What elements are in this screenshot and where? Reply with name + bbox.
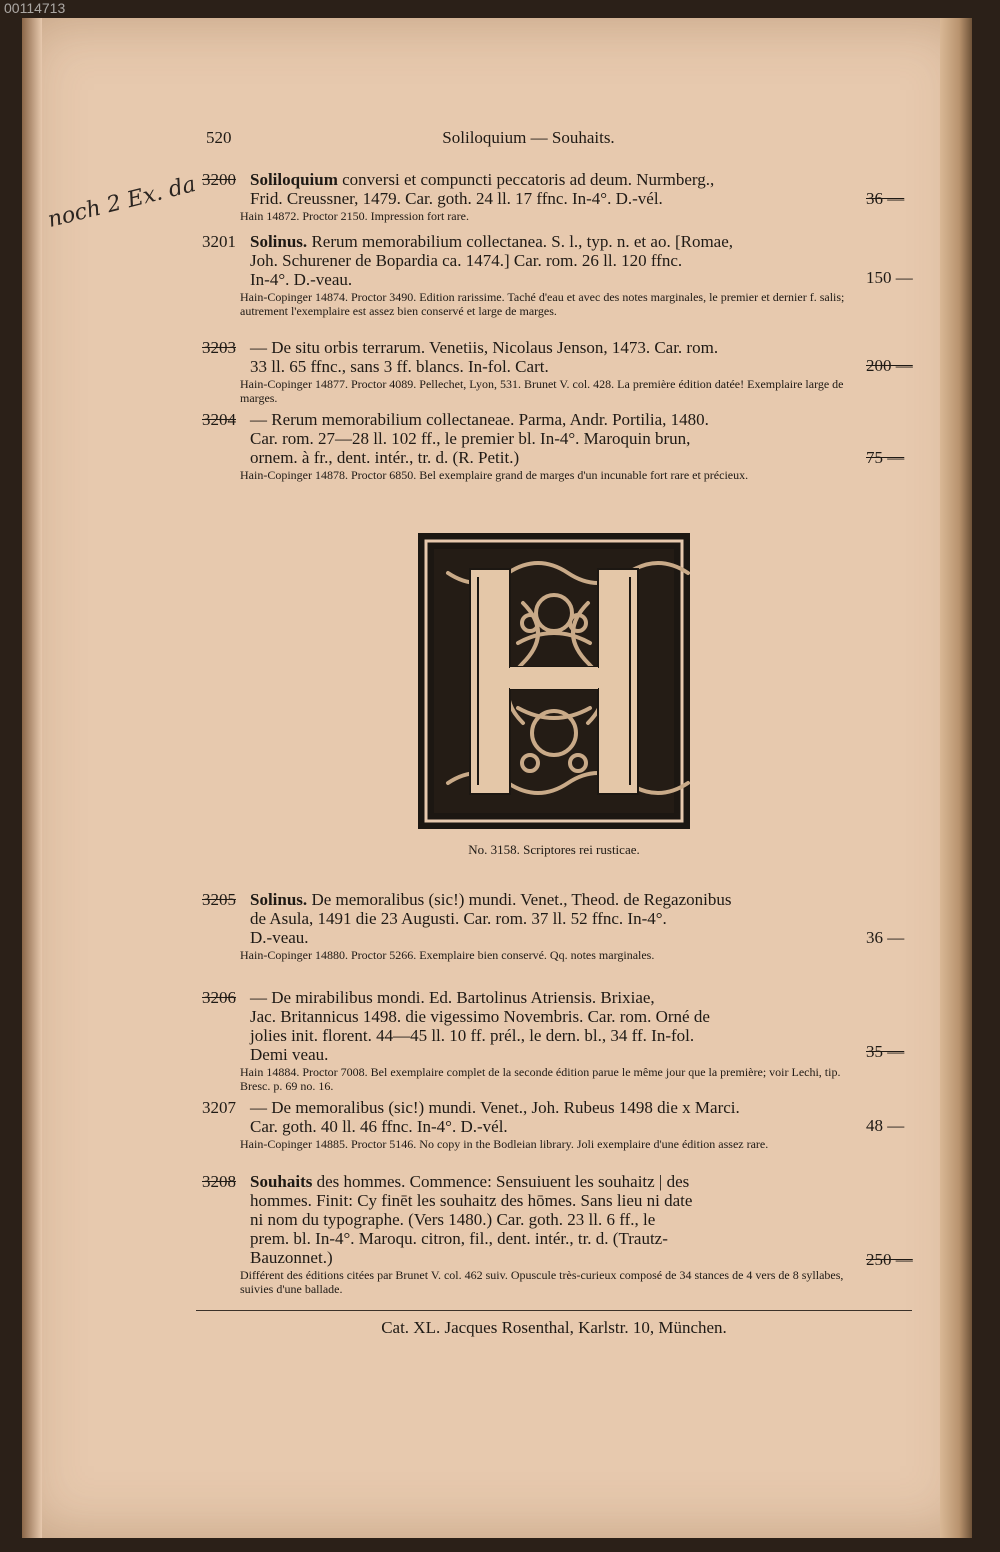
entry-number: 3203 <box>202 338 236 357</box>
entry-number: 3201 <box>202 232 236 251</box>
entry-line: Jac. Britannicus 1498. die vigessimo Novembris. Car. rom. Orné de <box>250 1007 710 1026</box>
entry-line: prem. bl. In-4°. Maroqu. citron, fil., dent. intér., tr. d. (Trautz- <box>250 1229 668 1248</box>
catalogue-entry <box>202 232 860 318</box>
entry-line: In-4°. D.-veau. <box>250 270 353 289</box>
scan-id: 00114713 <box>4 0 66 16</box>
handwritten-margin-note: noch 2 Ex. da <box>45 172 199 233</box>
entry-line: Rerum memorabilium collectanea. S. l., typ. n. et ao. [Romae, <box>307 232 734 251</box>
entry-note: Hain-Copinger 14880. Proctor 5266. Exemplaire bien conservé. Qq. notes marginales. <box>240 948 655 962</box>
entry-line: conversi et compuncti peccatoris ad deum. Nurmberg., <box>337 170 715 189</box>
catalogue-entry <box>202 1172 860 1296</box>
figure-caption: No. 3158. Scriptores rei rusticae. <box>468 842 640 857</box>
catalogue-entry <box>202 988 860 1093</box>
entry-price: 48 — <box>866 1116 905 1135</box>
entry-title: Solinus. <box>250 890 308 909</box>
entry-price: 200 — <box>866 356 913 375</box>
binding-shadow <box>22 18 42 1538</box>
entry-text <box>210 890 860 947</box>
running-title: Soliloquium — Souhaits. <box>442 128 615 147</box>
entry-line: De memoralibus (sic!) mundi. Venet., Theod. de Regazonibus <box>307 890 732 909</box>
entry-note: Hain-Copinger 14878. Proctor 6850. Bel exemplaire grand de marges d'un incunable fort rare et précieux. <box>240 468 749 482</box>
woodcut-illustration <box>418 533 690 829</box>
entry-line: Joh. Schurener de Bopardia ca. 1474.] Car. rom. 26 ll. 120 ffnc. <box>250 251 683 270</box>
entry-text <box>210 338 860 376</box>
entry-number: 3206 <box>202 988 236 1007</box>
entry-line: de Asula, 1491 die 23 Augusti. Car. rom. 37 ll. 52 ffnc. In-4°. <box>250 909 667 928</box>
entry-note: Hain-Copinger 14874. Proctor 3490. Edition rarissime. Taché d'eau et avec des notes marginales, le premier et dernier f. salis; autrement l'exemplaire est assez bien conservé et large de marges. <box>240 290 845 318</box>
page-edges <box>940 18 972 1538</box>
entry-note: Hain 14884. Proctor 7008. Bel exemplaire complet de la seconde édition parue le même jour que la première; voir Lechi, tip. Bresc. p. 69 no. 16. <box>240 1065 841 1093</box>
entry-text <box>210 988 860 1064</box>
entry-line: — De situ orbis terrarum. Venetiis, Nicolaus Jenson, 1473. Car. rom. <box>250 338 719 357</box>
entry-title: Solinus. <box>250 232 308 251</box>
entry-line: Bauzonnet.) <box>250 1248 333 1267</box>
page-number: 520 <box>206 128 232 147</box>
entry-line: — Rerum memorabilium collectaneae. Parma, Andr. Portilia, 1480. <box>250 410 709 429</box>
entry-price: 150 — <box>866 268 913 287</box>
footer-rule <box>196 1310 912 1311</box>
entry-line: 33 ll. 65 ffnc., sans 3 ff. blancs. In-fol. Cart. <box>250 357 549 376</box>
entry-line: hommes. Finit: Cy finēt les souhaitz des hōmes. Sans lieu ni date <box>250 1191 693 1210</box>
entry-title: Souhaits <box>250 1172 313 1191</box>
catalogue-entry <box>202 410 860 482</box>
entry-price: 36 — <box>866 189 905 208</box>
entry-line: ornem. à fr., dent. intér., tr. d. (R. Petit.) <box>250 448 520 467</box>
entry-note: Hain-Copinger 14877. Proctor 4089. Pellechet, Lyon, 531. Brunet V. col. 428. La première édition datée! Exemplaire large de marges. <box>240 377 844 405</box>
entry-number: 3207 <box>202 1098 236 1117</box>
entry-line: Car. goth. 40 ll. 46 ffnc. In-4°. D.-vél. <box>250 1117 508 1136</box>
entry-text <box>210 170 860 208</box>
entry-number: 3205 <box>202 890 236 909</box>
entry-price: 36 — <box>866 928 905 947</box>
entry-price: 35 — <box>866 1042 905 1061</box>
entry-number: 3208 <box>202 1172 236 1191</box>
entry-text <box>210 1098 860 1136</box>
page-footer: Cat. XL. Jacques Rosenthal, Karlstr. 10, München. <box>381 1318 727 1337</box>
entry-text <box>210 232 860 289</box>
entry-title: Soliloquium <box>250 170 338 189</box>
entry-note: Hain 14872. Proctor 2150. Impression fort rare. <box>240 209 469 223</box>
entry-text <box>210 410 860 467</box>
entry-line: Demi veau. <box>250 1045 329 1064</box>
entry-price: 75 — <box>866 448 905 467</box>
entry-note: Différent des éditions citées par Brunet V. col. 462 suiv. Opuscule très-curieux composé de 34 stances de 4 vers de 8 syllabes, suivies d'une ballade. <box>240 1268 844 1296</box>
entry-line: D.-veau. <box>250 928 309 947</box>
entry-number: 3200 <box>202 170 236 189</box>
entry-line: ni nom du typographe. (Vers 1480.) Car. goth. 23 ll. 6 ff., le <box>250 1210 656 1229</box>
entry-text <box>210 1172 860 1267</box>
catalogue-entry <box>202 1098 860 1151</box>
entry-number: 3204 <box>202 410 236 429</box>
entry-line: jolies init. florent. 44—45 ll. 10 ff. prél., le dern. bl., 34 ff. In-fol. <box>250 1026 695 1045</box>
entry-line: Frid. Creussner, 1479. Car. goth. 24 ll. 17 ffnc. In-4°. D.-vél. <box>250 189 663 208</box>
catalogue-entry <box>202 890 860 962</box>
catalogue-entry <box>202 338 860 405</box>
entry-line: — De mirabilibus mondi. Ed. Bartolinus Atriensis. Brixiae, <box>250 988 655 1007</box>
woodcut-initial-h <box>418 533 690 829</box>
entry-line: Car. rom. 27—28 ll. 102 ff., le premier bl. In-4°. Maroquin brun, <box>250 429 691 448</box>
entry-price: 250 — <box>866 1250 913 1269</box>
catalogue-entry <box>202 170 860 223</box>
entry-note: Hain-Copinger 14885. Proctor 5146. No copy in the Bodleian library. Joli exemplaire d'une édition assez rare. <box>240 1137 769 1151</box>
entry-line: des hommes. Commence: Sensuiuent les souhaitz | des <box>312 1172 690 1191</box>
entry-line: — De memoralibus (sic!) mundi. Venet., Joh. Rubeus 1498 die x Marci. <box>250 1098 740 1117</box>
